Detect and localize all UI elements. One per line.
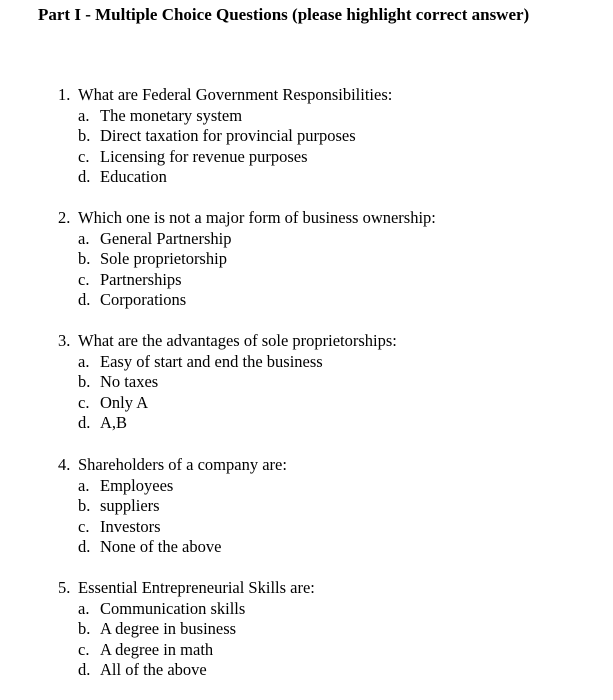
option-list	[78, 106, 598, 188]
option-text: A degree in math	[100, 639, 214, 659]
option-letter: c.	[78, 516, 90, 536]
option-text: Corporations	[100, 290, 187, 310]
question-2	[58, 208, 598, 311]
option-list	[78, 229, 598, 311]
option-text: No taxes	[100, 372, 159, 392]
question-stem	[58, 455, 598, 476]
question-stem	[58, 578, 598, 599]
option-text: Partnerships	[100, 269, 182, 289]
option-letter: a.	[78, 105, 90, 125]
option-letter: b.	[78, 619, 91, 639]
question-text: What are the advantages of sole proprietorships:	[78, 331, 397, 350]
option-b[interactable]	[78, 496, 598, 517]
question-stem	[58, 331, 598, 352]
option-letter: b.	[78, 496, 91, 516]
option-letter: c.	[78, 639, 90, 659]
question-5	[58, 578, 598, 681]
option-a[interactable]	[78, 229, 598, 250]
option-list	[78, 599, 598, 681]
option-text: Direct taxation for provincial purposes	[100, 126, 356, 146]
option-c[interactable]	[78, 517, 598, 538]
option-d[interactable]	[78, 537, 598, 558]
option-b[interactable]	[78, 619, 598, 640]
option-text: The monetary system	[100, 105, 243, 125]
option-c[interactable]	[78, 147, 598, 168]
option-a[interactable]	[78, 352, 598, 373]
option-text: None of the above	[100, 537, 222, 557]
option-text: General Partnership	[100, 228, 232, 248]
option-text: Communication skills	[100, 598, 246, 618]
question-number: 5.	[58, 578, 71, 597]
option-letter: b.	[78, 126, 91, 146]
question-number: 2.	[58, 208, 71, 227]
option-text: Licensing for revenue purposes	[100, 146, 308, 166]
question-text: Which one is not a major form of business ownership:	[78, 208, 436, 227]
option-text: Sole proprietorship	[100, 249, 227, 269]
option-letter: b.	[78, 249, 91, 269]
question-4	[58, 455, 598, 558]
option-letter: d.	[78, 290, 91, 310]
option-a[interactable]	[78, 106, 598, 127]
option-c[interactable]	[78, 270, 598, 291]
question-number: 4.	[58, 455, 71, 474]
option-letter: d.	[78, 537, 91, 557]
question-text: Essential Entrepreneurial Skills are:	[78, 578, 315, 597]
question-text: Shareholders of a company are:	[78, 455, 287, 474]
option-letter: c.	[78, 269, 90, 289]
option-letter: c.	[78, 146, 90, 166]
question-1	[58, 85, 598, 188]
option-letter: a.	[78, 598, 90, 618]
option-letter: a.	[78, 228, 90, 248]
option-list	[78, 352, 598, 434]
option-b[interactable]	[78, 249, 598, 270]
option-text: Only A	[100, 392, 149, 412]
option-text: A,B	[100, 413, 128, 433]
option-text: suppliers	[100, 496, 160, 516]
question-number: 3.	[58, 331, 71, 350]
option-letter: d.	[78, 660, 91, 680]
option-letter: a.	[78, 351, 90, 371]
question-number: 1.	[58, 85, 71, 104]
option-d[interactable]	[78, 413, 598, 434]
option-letter: c.	[78, 392, 90, 412]
page-title: Part I - Multiple Choice Questions (please highlight correct answer)	[38, 5, 530, 24]
option-letter: a.	[78, 475, 90, 495]
option-d[interactable]	[78, 167, 598, 188]
question-stem	[58, 208, 598, 229]
option-text: Investors	[100, 516, 161, 536]
option-text: Easy of start and end the business	[100, 351, 323, 371]
question-stem	[58, 85, 598, 106]
option-text: Employees	[100, 475, 174, 495]
option-letter: d.	[78, 167, 91, 187]
question-3	[58, 331, 598, 434]
option-text: All of the above	[100, 660, 207, 680]
option-c[interactable]	[78, 640, 598, 661]
option-text: A degree in business	[100, 619, 237, 639]
option-text: Education	[100, 167, 167, 187]
option-a[interactable]	[78, 599, 598, 620]
option-a[interactable]	[78, 476, 598, 497]
option-letter: d.	[78, 413, 91, 433]
option-d[interactable]	[78, 290, 598, 311]
option-c[interactable]	[78, 393, 598, 414]
option-b[interactable]	[78, 126, 598, 147]
option-b[interactable]	[78, 372, 598, 393]
question-text: What are Federal Government Responsibilities:	[78, 85, 393, 104]
option-d[interactable]	[78, 660, 598, 681]
option-list	[78, 476, 598, 558]
option-letter: b.	[78, 372, 91, 392]
